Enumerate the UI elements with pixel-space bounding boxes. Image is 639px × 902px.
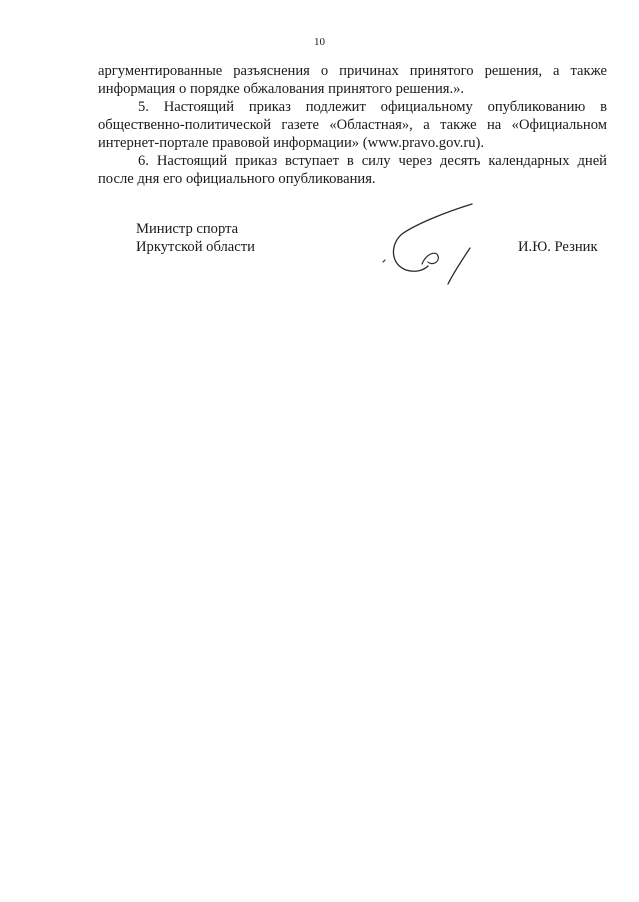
paragraph-continuation: аргументированные разъяснения о причинах принятого решения, а также информация о порядке обжалования принятого решения.». — [98, 63, 607, 97]
paragraph-effective-date: 6. Настоящий приказ вступает в силу через десять календарных дней после дня его официального опубликования. — [98, 153, 607, 187]
document-body — [98, 62, 607, 188]
paragraph-publication: 5. Настоящий приказ подлежит официальному опубликованию в общественно-политической газете «Областная», а также на «Официальном интернет-портале правовой информации» (www.pravo.gov.ru). — [98, 99, 607, 151]
signatory-position — [136, 220, 255, 256]
signatory-title: Министр спорта — [136, 221, 239, 237]
page-number: 10 — [314, 36, 325, 48]
handwritten-signature — [376, 198, 486, 290]
signatory-region: Иркутской области — [136, 239, 255, 255]
signatory-name: И.Ю. Резник — [518, 239, 598, 255]
